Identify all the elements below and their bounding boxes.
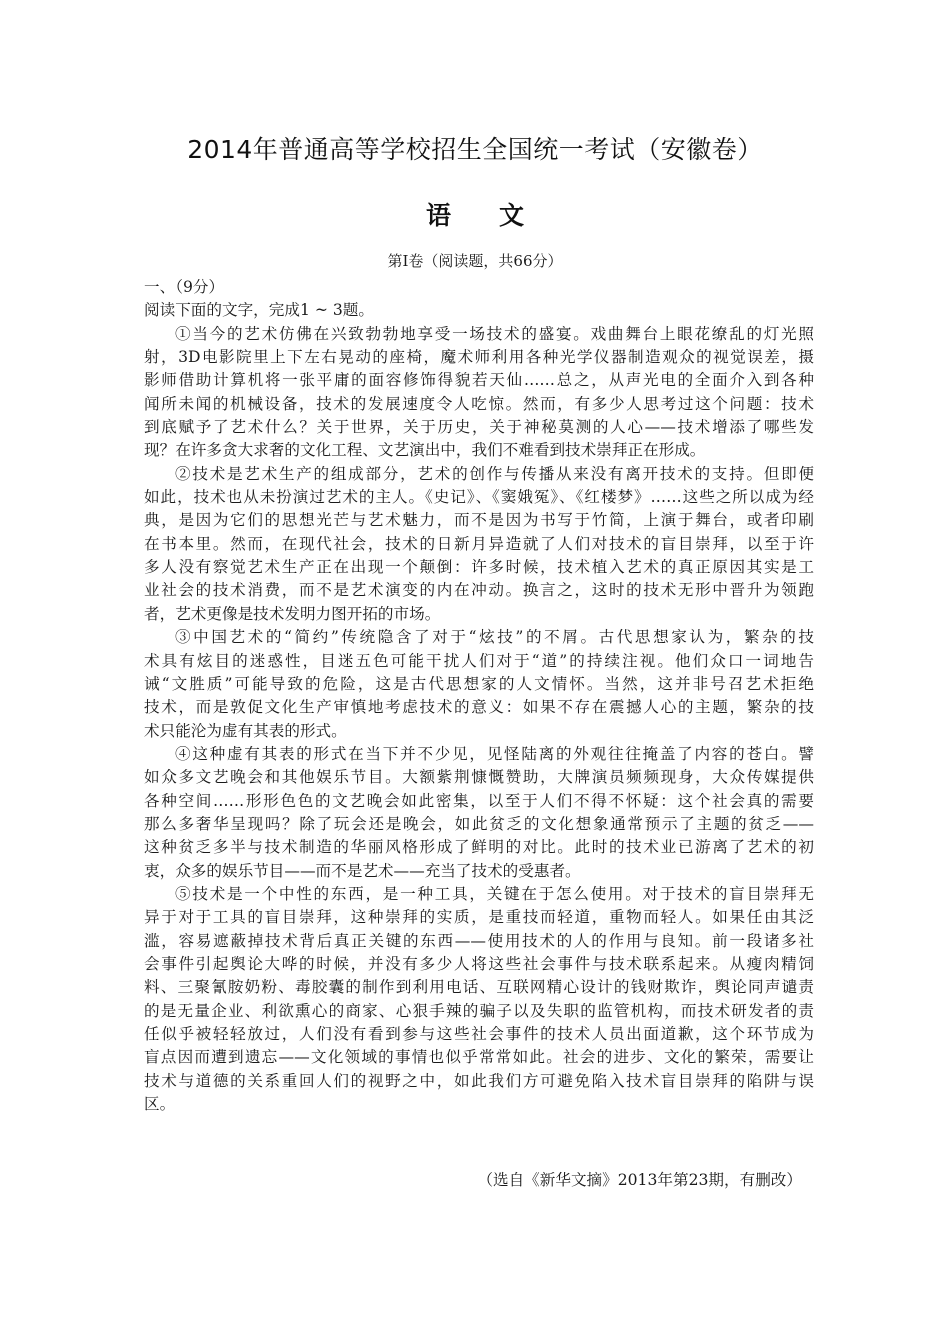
paragraph-2-line: 在书本里。然而，在现代社会，技术的日新月异造就了人们对技术的盲目崇拜，以至于许 <box>144 534 814 553</box>
paragraph-5-line: 任似乎被轻轻放过，人们没有看到参与这些社会事件的技术人员出面道歉，这个环节成为 <box>144 1025 814 1043</box>
paragraph-4-line: 衷，众多的娱乐节目——而不是艺术——充当了技术的受惠者。 <box>144 861 581 880</box>
section-heading: 第Ⅰ卷（阅读题，共66分） <box>387 252 563 270</box>
paragraph-1-line: 到底赋予了艺术什么？关于世界，关于历史，关于神秘莫测的人心——技术增添了哪些发 <box>144 418 814 437</box>
paragraph-5-line: 异于对于工具的盲目崇拜，这种崇拜的实质，是重技而轻道，重物而轻人。如果任由其泛 <box>144 908 814 927</box>
paragraph-5-line: 料、三聚氰胺奶粉、毒胶囊的制作到利用电话、互联网精心设计的钱财欺诈，舆论同声谴责 <box>144 978 814 997</box>
paragraph-3-line: 技术，而是敦促文化生产审慎地考虑技术的意义：如果不存在震撼人心的主题，繁杂的技 <box>144 698 814 717</box>
paragraph-1-line: 射，3D电影院里上下左右晃动的座椅，魔术师利用各种光学仪器制造观众的视觉误差，摄 <box>144 348 814 367</box>
subject-char-1: 语 <box>425 201 451 230</box>
exam-title: 2014年普通高等学校招生全国统一考试（安徽卷） <box>187 135 763 164</box>
paragraph-5-line: 盲点因而遭到遗忘——文化领域的事情也似乎常常如此。社会的进步、文化的繁荣，需要让 <box>144 1048 814 1067</box>
paragraph-3-line: 术只能沦为虚有其表的形式。 <box>144 721 347 740</box>
paragraph-5-line: 会事件引起舆论大哗的时候，并没有多少人将这些社会事件与技术联系起来。从瘦肉精饲 <box>144 954 814 973</box>
paragraph-3-line: 术具有炫目的迷惑性，目迷五色可能干扰人们对于“道”的持续注视。他们众口一词地告 <box>144 651 814 670</box>
passage-body <box>144 276 814 1116</box>
paragraph-5-line: 技术与道德的关系重回人们的视野之中，如此我们方可避免陷入技术盲目崇拜的陷阱与误 <box>144 1071 814 1090</box>
question-instruction: 阅读下面的文字，完成1 ~ 3题。 <box>144 301 374 320</box>
paragraph-5-line: 的是无量企业、利欲熏心的商家、心狠手辣的骗子以及失职的监管机构，而技术研发者的责 <box>144 1001 814 1020</box>
paragraph-1-line: 影师借助计算机将一张平庸的面容修饰得貌若天仙……总之，从声光电的全面介入到各种 <box>144 371 814 390</box>
paragraph-4-line: 如众多文艺晚会和其他娱乐节目。大额紫荆慷慨赞助，大牌演员频频现身，大众传媒提供 <box>144 768 814 787</box>
paragraph-2-line: 典，是因为它们的思想光芒与艺术魅力，而不是因为书写于竹简，上演于舞台，或者印刷 <box>144 511 814 530</box>
paragraph-5-line: 滥，容易遮蔽掉技术背后真正关键的东西——使用技术的人的作用与良知。前一段诸多社 <box>144 931 814 950</box>
question-number: 一、（9分） <box>144 278 225 296</box>
paragraph-3-line: ③中国艺术的“简约”传统隐含了对于“炫技”的不屑。古代思想家认为，繁杂的技 <box>175 628 814 647</box>
paragraph-2-line: 者，艺术更像是技术发明力图开拓的市场。 <box>144 604 441 623</box>
source-citation: （选自《新华文摘》2013年第23期，有删改） <box>477 1171 802 1189</box>
paragraph-5-line: 区。 <box>144 1095 176 1114</box>
paragraph-2-line: 多人没有察觉艺术生产正在出现一个颠倒：许多时候，技术植入艺术的真正原因其实是工 <box>144 558 814 577</box>
subject-char-2: 文 <box>499 201 525 230</box>
subject-title <box>0 196 950 232</box>
paragraph-4-line: 各种空间……形形色色的文艺晚会如此密集，以至于人们不得不怀疑：这个社会真的需要 <box>144 791 814 810</box>
paragraph-2-line: 业社会的技术消费，而不是艺术演变的内在冲动。换言之，这时的技术无形中晋升为领跑 <box>144 581 814 600</box>
paragraph-1-line: 闻所未闻的机械设备，技术的发展速度令人吃惊。然而，有多少人思考过这个问题：技术 <box>144 394 814 413</box>
paragraph-1-line: 现？在许多贪大求奢的文化工程、文艺演出中，我们不难看到技术崇拜正在形成。 <box>144 441 706 460</box>
paragraph-2-line: 如此，技术也从未扮演过艺术的主人。《史记》、《窦娥冤》、《红楼梦》……这些之所以成为经 <box>144 488 814 507</box>
paragraph-4-line: 这种贫乏多半与技术制造的华丽风格形成了鲜明的对比。此时的技术业已游离了艺术的初 <box>144 838 814 857</box>
paragraph-2-line: ②技术是艺术生产的组成部分，艺术的创作与传播从来没有离开技术的支持。但即便 <box>175 464 814 483</box>
paragraph-4-line: 那么多奢华呈现吗？除了玩会还是晚会，如此贫乏的文化想象通常预示了主题的贫乏—— <box>144 814 814 833</box>
paragraph-3-line: 诫“文胜质”可能导致的危险，这是古代思想家的人文情怀。当然，这并非号召艺术拒绝 <box>144 674 814 693</box>
paragraph-5-line: ⑤技术是一个中性的东西，是一种工具，关键在于怎么使用。对于技术的盲目崇拜无 <box>175 884 814 903</box>
paragraph-4-line: ④这种虚有其表的形式在当下并不少见，见怪陆离的外观往往掩盖了内容的苍白。譬 <box>175 744 814 763</box>
paragraph-1-line: ①当今的艺术仿佛在兴致勃勃地享受一场技术的盛宴。戏曲舞台上眼花缭乱的灯光照 <box>175 324 814 343</box>
